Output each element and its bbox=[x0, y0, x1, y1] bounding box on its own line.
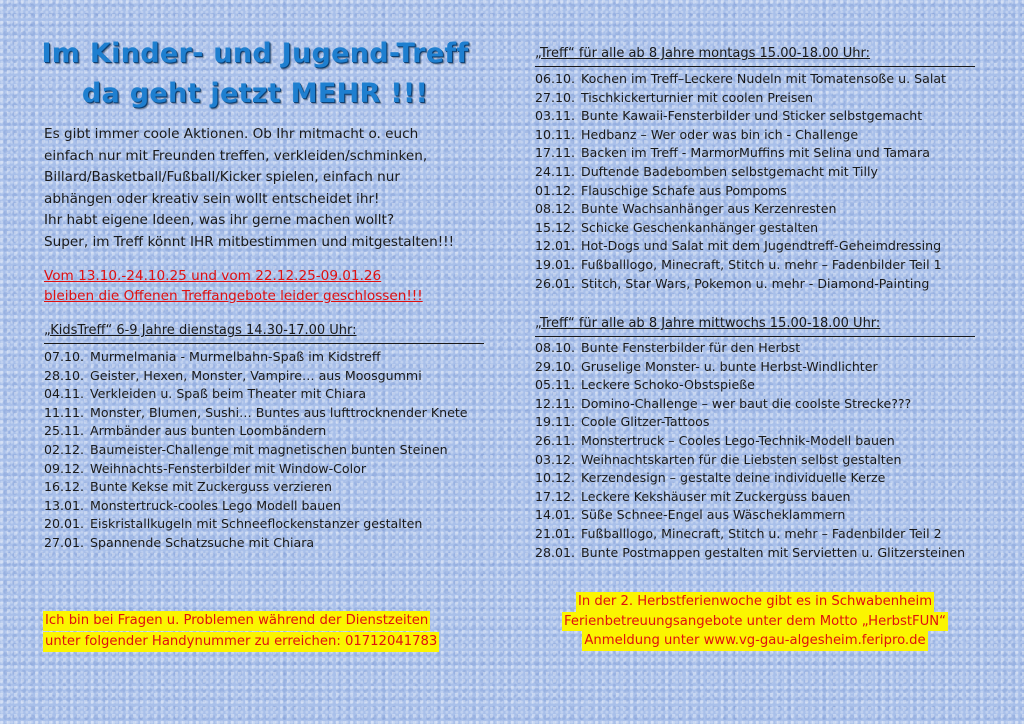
list-item bbox=[535, 451, 965, 470]
list-item bbox=[535, 376, 965, 395]
list-item bbox=[535, 275, 946, 294]
list-item bbox=[535, 163, 946, 182]
list-item bbox=[44, 422, 468, 441]
event-title: Schicke Geschenkanhänger gestalten bbox=[581, 219, 819, 235]
list-item bbox=[535, 432, 965, 451]
event-title: Bunte Kawaii-Fensterbilder und Sticker selbstgemacht bbox=[581, 108, 923, 124]
list-item bbox=[535, 219, 946, 238]
wednesday-list bbox=[535, 339, 965, 562]
list-item bbox=[535, 237, 946, 256]
event-title: Monstertruck – Cooles Lego-Technik-Modell bauen bbox=[581, 432, 895, 448]
list-item bbox=[535, 70, 946, 89]
event-date: 03.12. bbox=[535, 451, 576, 467]
list-item bbox=[44, 441, 468, 460]
event-date: 26.11. bbox=[535, 432, 576, 448]
event-date: 20.01. bbox=[44, 516, 85, 532]
event-title: Flauschige Schafe aus Pompoms bbox=[581, 182, 787, 198]
event-title: Verkleiden u. Spaß beim Theater mit Chiara bbox=[90, 386, 367, 402]
intro-line: abhängen oder kreativ sein wollt entscheidet ihr! bbox=[44, 190, 380, 207]
event-title: Coole Glitzer-Tattoos bbox=[581, 414, 710, 430]
event-date: 14.01. bbox=[535, 507, 576, 523]
event-date: 02.12. bbox=[44, 441, 85, 457]
event-title: Süße Schnee-Engel aus Wäscheklammern bbox=[581, 507, 846, 523]
event-date: 04.11. bbox=[44, 386, 85, 402]
event-date: 13.01. bbox=[44, 497, 85, 513]
title-line-2: da geht jetzt MEHR !!! bbox=[81, 78, 429, 109]
event-title: Monster, Blumen, Sushi… Buntes aus lufttrocknender Knete bbox=[90, 404, 468, 420]
list-item bbox=[44, 404, 468, 423]
event-date: 09.12. bbox=[44, 460, 85, 476]
list-item bbox=[535, 506, 965, 525]
monday-header: „Treff“ für alle ab 8 Jahre montags 15.00-18.00 Uhr: bbox=[535, 46, 871, 61]
event-title: Hot-Dogs und Salat mit dem Jugendtreff-Geheimdressing bbox=[581, 238, 942, 254]
kidstreff-header: „KidsTreff“ 6-9 Jahre dienstags 14.30-17.00 Uhr: bbox=[44, 323, 357, 338]
event-title: Gruselige Monster- u. bunte Herbst-Windlichter bbox=[581, 358, 878, 374]
event-title: Armbänder aus bunten Loombändern bbox=[90, 423, 327, 439]
list-item bbox=[44, 367, 468, 386]
list-item bbox=[44, 478, 468, 497]
event-title: Kochen im Treff–Leckere Nudeln mit Tomatensoße u. Salat bbox=[581, 71, 946, 86]
event-title: Backen im Treff - MarmorMuffins mit Selina und Tamara bbox=[581, 145, 930, 161]
event-title: Spannende Schatzsuche mit Chiara bbox=[90, 534, 315, 550]
list-item bbox=[535, 200, 946, 219]
event-date: 16.12. bbox=[44, 479, 85, 495]
list-item bbox=[44, 515, 468, 534]
event-title: Weihnachts-Fensterbilder mit Window-Color bbox=[90, 460, 367, 476]
list-item bbox=[535, 469, 965, 488]
list-item bbox=[535, 488, 965, 507]
kidstreff-divider bbox=[44, 343, 484, 344]
event-date: 11.11. bbox=[44, 404, 85, 420]
event-date: 21.01. bbox=[535, 525, 576, 541]
list-item bbox=[535, 107, 946, 126]
event-title: Stitch, Star Wars, Pokemon u. mehr - Diamond-Painting bbox=[581, 275, 930, 291]
closure-line: bleiben die Offenen Treffangebote leider geschlossen!!! bbox=[44, 288, 423, 304]
closure-notice bbox=[44, 266, 504, 306]
event-title: Baumeister-Challenge mit magnetischen bunten Steinen bbox=[90, 441, 448, 457]
event-date: 07.10. bbox=[44, 349, 85, 364]
event-date: 19.11. bbox=[535, 414, 576, 430]
event-date: 29.10. bbox=[535, 358, 576, 374]
monday-divider bbox=[535, 66, 975, 67]
event-title: Domino-Challenge – wer baut die coolste Strecke??? bbox=[581, 395, 912, 411]
wednesday-divider bbox=[535, 336, 975, 337]
event-title: Murmelmania - Murmelbahn-Spaß im Kidstreff bbox=[90, 349, 381, 364]
event-date: 12.11. bbox=[535, 395, 576, 411]
herbstfun-line-1: In der 2. Herbstferienwoche gibt es in Schwabenheim bbox=[576, 592, 934, 612]
event-date: 17.12. bbox=[535, 488, 576, 504]
intro-line: einfach nur mit Freunden treffen, verkleiden/schminken, bbox=[44, 147, 428, 164]
intro-line: Super, im Treff könnt IHR mitbestimmen und mitgestalten!!! bbox=[44, 233, 455, 250]
kidstreff-list bbox=[44, 348, 468, 553]
event-title: Duftende Badebomben selbstgemacht mit Tilly bbox=[581, 163, 878, 179]
list-item bbox=[44, 385, 468, 404]
event-date: 25.11. bbox=[44, 423, 85, 439]
event-title: Fußballlogo, Minecraft, Stitch u. mehr – Fadenbilder Teil 1 bbox=[581, 256, 942, 272]
event-date: 05.11. bbox=[535, 377, 576, 393]
herbstfun-line-3: Anmeldung unter www.vg-gau-algesheim.feripro.de bbox=[582, 631, 927, 651]
event-title: Leckere Schoko-Obstspieße bbox=[581, 377, 755, 393]
event-date: 26.01. bbox=[535, 275, 576, 291]
event-title: Weihnachtskarten für die Liebsten selbst gestalten bbox=[581, 451, 902, 467]
title-line-1: Im Kinder- und Jugend-Treff bbox=[41, 38, 469, 69]
event-date: 03.11. bbox=[535, 108, 576, 124]
event-title: Bunte Postmappen gestalten mit Servietten u. Glitzersteinen bbox=[581, 544, 966, 560]
contact-line-2: unter folgender Handynummer zu erreichen: 01712041783 bbox=[43, 632, 439, 652]
event-date: 12.01. bbox=[535, 238, 576, 254]
event-title: Monstertruck-cooles Lego Modell bauen bbox=[90, 497, 341, 513]
list-item bbox=[535, 413, 965, 432]
intro-line: Ihr habt eigene Ideen, was ihr gerne machen wollt? bbox=[44, 212, 395, 228]
closure-line: Vom 13.10.-24.10.25 und vom 22.12.25-09.01.26 bbox=[44, 268, 382, 284]
event-title: Geister, Hexen, Monster, Vampire… aus Moosgummi bbox=[90, 367, 422, 383]
event-date: 17.11. bbox=[535, 145, 576, 161]
event-date: 24.11. bbox=[535, 163, 576, 179]
herbstfun-notice bbox=[520, 592, 990, 651]
monday-list bbox=[535, 70, 946, 293]
event-title: Eiskristallkugeln mit Schneeflockenstanzer gestalten bbox=[90, 516, 423, 532]
event-date: 27.01. bbox=[44, 534, 85, 550]
herbstfun-line-2: Ferienbetreuungsangebote unter dem Motto „HerbstFUN“ bbox=[562, 612, 948, 632]
event-title: Leckere Kekshäuser mit Zuckerguss bauen bbox=[581, 488, 851, 504]
event-title: Bunte Kekse mit Zuckerguss verzieren bbox=[90, 479, 333, 495]
list-item bbox=[535, 256, 946, 275]
list-item bbox=[44, 534, 468, 553]
list-item bbox=[535, 395, 965, 414]
event-title: Tischkickerturnier mit coolen Preisen bbox=[581, 89, 814, 105]
event-date: 28.01. bbox=[535, 544, 576, 560]
event-title: Fußballlogo, Minecraft, Stitch u. mehr – Fadenbilder Teil 2 bbox=[581, 525, 942, 541]
list-item bbox=[535, 126, 946, 145]
wednesday-header: „Treff“ für alle ab 8 Jahre mittwochs 15.00-18.00 Uhr: bbox=[535, 316, 881, 331]
list-item bbox=[535, 525, 965, 544]
event-title: Kerzendesign – gestalte deine individuelle Kerze bbox=[581, 470, 886, 486]
event-date: 08.10. bbox=[535, 340, 576, 355]
list-item bbox=[535, 544, 965, 563]
list-item bbox=[535, 339, 965, 358]
event-title: Hedbanz – Wer oder was bin ich - Challenge bbox=[581, 126, 859, 142]
event-title: Bunte Wachsanhänger aus Kerzenresten bbox=[581, 201, 837, 217]
event-date: 01.12. bbox=[535, 182, 576, 198]
event-date: 06.10. bbox=[535, 71, 576, 86]
contact-line-1: Ich bin bei Fragen u. Problemen während der Dienstzeiten bbox=[43, 611, 430, 631]
list-item bbox=[535, 89, 946, 108]
event-date: 15.12. bbox=[535, 219, 576, 235]
intro-text bbox=[44, 124, 504, 253]
list-item bbox=[535, 358, 965, 377]
event-title: Bunte Fensterbilder für den Herbst bbox=[581, 340, 801, 355]
event-date: 10.11. bbox=[535, 126, 576, 142]
event-date: 27.10. bbox=[535, 89, 576, 105]
list-item bbox=[44, 348, 468, 367]
intro-line: Es gibt immer coole Aktionen. Ob Ihr mitmacht o. euch bbox=[44, 126, 419, 142]
intro-line: Billard/Basketball/Fußball/Kicker spielen, einfach nur bbox=[44, 169, 400, 185]
list-item bbox=[535, 144, 946, 163]
list-item bbox=[44, 497, 468, 516]
page-title bbox=[20, 34, 490, 114]
list-item bbox=[44, 460, 468, 479]
event-date: 28.10. bbox=[44, 367, 85, 383]
event-date: 08.12. bbox=[535, 201, 576, 217]
list-item bbox=[535, 182, 946, 201]
event-date: 19.01. bbox=[535, 256, 576, 272]
event-date: 10.12. bbox=[535, 470, 576, 486]
